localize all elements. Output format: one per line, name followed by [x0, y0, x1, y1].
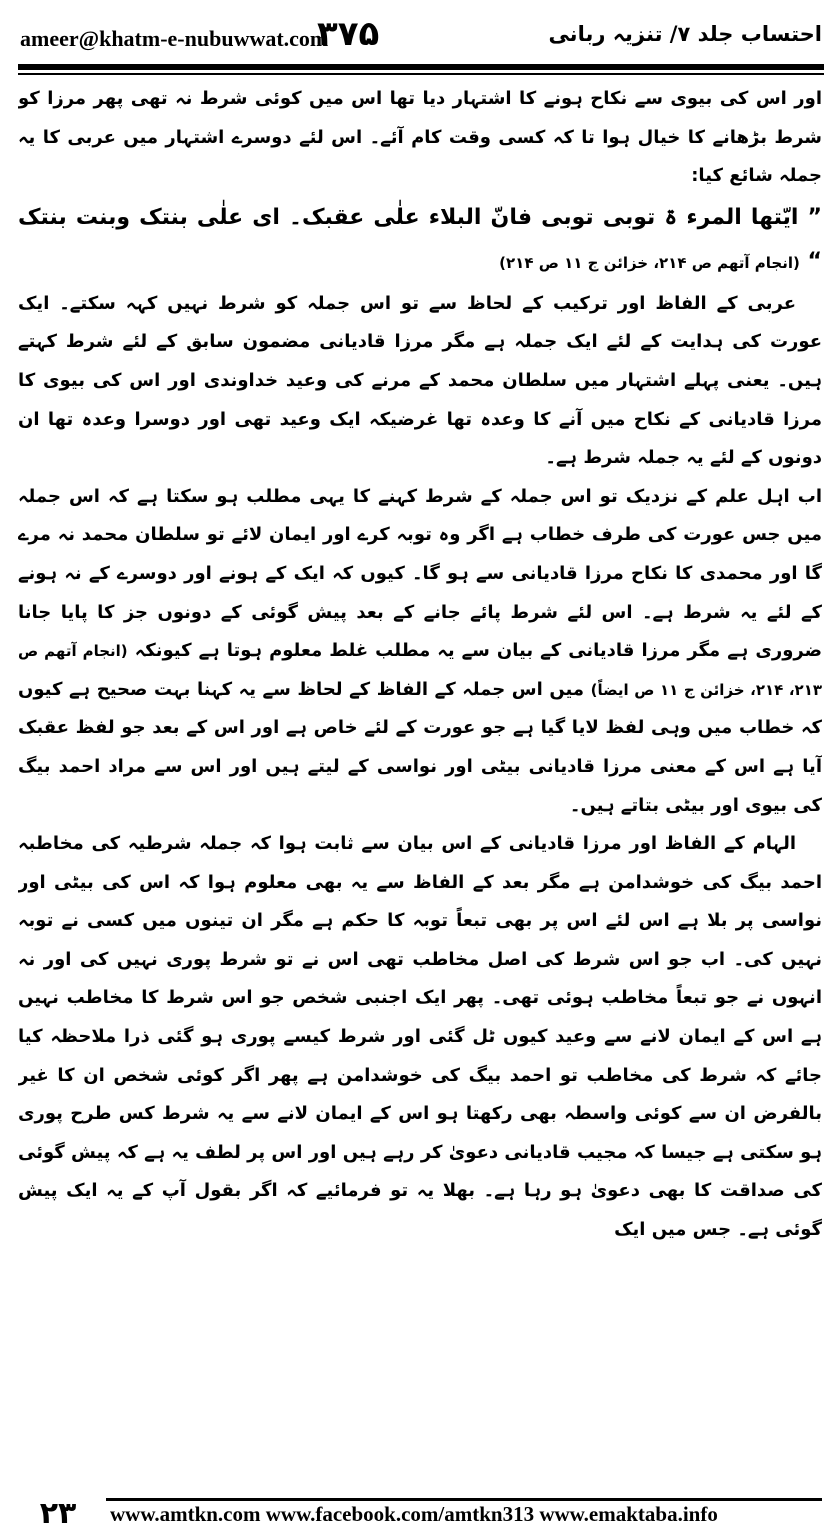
paragraph-3	[18, 478, 822, 825]
header-book-title: احتساب جلد ۷/ تنزیہ ربانی	[548, 22, 822, 46]
footer-page-number: ۲۳	[39, 1496, 77, 1531]
arabic-quote-text: ” ایّتھا المرء ۃ توبی توبی فانّ البلاء علٰی عقبک۔ ای علٰی بنتک وبنت بنتک “	[18, 204, 822, 274]
paragraph-4: الہام کے الفاظ اور مرزا قادیانی کے اس بیان سے ثابت ہوا کہ جملہ شرطیہ کی مخاطبہ احمد بیگ کی خوشدامن ہے مگر بعد کے الفاظ سے یہ بھی معلوم ہوا کہ اس کی بیٹی اور نواسی پر بلا ہے اس لئے اس پر بھی تبعاً توبہ کا حکم ہے مگر ان تینوں میں کسی نے توبہ نہیں کی۔ اب جو اس شرط کی اصل مخاطب تھی اس نے تو شرط پوری نہیں کی اور نہ انہوں نے جو تبعاً مخاطب ہوئی تھی۔ پھر ایک اجنبی شخص جو اس شرط کا مخاطب نہیں ہے اس کے ایمان لانے سے وعید کیوں ٹل گئی اور شرط کیسے پوری ہو گئی ذرا ملاحظہ کیا جائے کہ شرط کی مخاطب تو احمد بیگ کی خوشدامن ہے پھر اگر کوئی شخص ان کا غیر بالفرض ان سے کوئی واسطہ بھی رکھتا ہو اس کے ایمان لانے سے یہ شرط کس طرح پوری ہو سکتی ہے جیسا کہ مجیب قادیانی دعویٰ کر رہے ہیں اور اس پر لطف یہ ہے کہ پیش گوئی کی صداقت کا بھی دعویٰ ہو رہا ہے۔ بھلا یہ تو فرمائیے کہ اگر بقول آپ کے یہ ایک پیش گوئی ہے۔ جس میں ایک	[18, 833, 822, 1241]
page-body	[18, 80, 822, 1485]
header-email: ameer@khatm-e-nubuwwat.com	[20, 26, 329, 51]
header-page-number: ۳۷۵	[317, 14, 380, 54]
page-header	[12, 12, 828, 62]
paragraph-3-part-a: اب اہل علم کے نزدیک تو اس جملہ کے شرط کہنے کا یہی مطلب ہو سکتا ہے کہ اس جملہ میں جس عورت کی طرف خطاب ہے اگر وہ توبہ کرے اور ایمان لائے تو سلطان محمد نہ مرے گا اور محمدی کا نکاح مرزا قادیانی سے ہو گا۔ کیوں کہ ایک کے ہونے اور دوسرے کے نہ ہونے کے لئے یہ شرط ہے۔ اس لئے شرط پائے جانے کے بعد پیش گوئی کے دونوں جز کا پایا جانا ضروری ہے مگر مرزا قادیانی کے بیان سے یہ مطلب غلط معلوم ہوتا ہے کیونکہ	[18, 485, 822, 662]
paragraph-3-reference: (انجام آتھم ص ۲۱۳، ۲۱۴، خزائن ج ۱۱ ص ایضاً)	[18, 642, 822, 699]
footer-urls: www.amtkn.com www.facebook.com/amtkn313 www.emaktaba.info	[110, 1502, 718, 1526]
header-rule-thin	[18, 73, 824, 75]
header-rule-thick	[18, 64, 824, 70]
page-footer	[18, 1494, 822, 1534]
footer-rule	[106, 1498, 822, 1501]
paragraph-1: اور اس کی بیوی سے نکاح ہونے کا اشتہار دیا تھا اس میں کوئی شرط نہ تھی پھر مرزا کو شرط بڑھانے کا خیال ہوا تا کہ کسی وقت کام آئے۔ اس لئے دوسرے اشتہار میں عربی کا یہ جملہ شائع کیا:	[18, 88, 822, 187]
quote-reference: (انجام آتھم ص ۲۱۴، خزائن ج ۱۱ ص ۲۱۴)	[499, 253, 800, 272]
paragraph-2: عربی کے الفاظ اور ترکیب کے لحاظ سے تو اس جملہ کو شرط نہیں کہہ سکتے۔ ایک عورت کی ہدایت کے لئے ایک جملہ ہے مگر مرزا قادیانی مضمون سابق کے لئے شرط کہتے ہیں۔ یعنی پہلے اشتہار میں سلطان محمد کے مرنے کی وعید خداوندی اور اس کی بیوی کا مرزا قادیانی کے نکاح میں آنے کا وعدہ تھا غرضیکہ ایک وعید تھی اور دوسرا وعدہ تھا ان دونوں کے لئے یہ جملہ شرط ہے۔	[18, 292, 822, 469]
arabic-quote	[18, 196, 822, 285]
paragraph-3-part-b: میں اس جملہ کے الفاظ کے لحاظ سے یہ کہنا بہت صحیح ہے کیوں کہ خطاب میں وہی لفظ لایا گیا ہے جو عورت کے لئے خاص ہے اور اس کے بعد جو لفظ عقبک آیا ہے اس کے معنی مرزا قادیانی بیٹی اور نواسی کے لیتے ہیں اور اس سے مراد احمد بیگ کی بیوی اور بیٹی بتاتے ہیں۔	[18, 678, 822, 816]
